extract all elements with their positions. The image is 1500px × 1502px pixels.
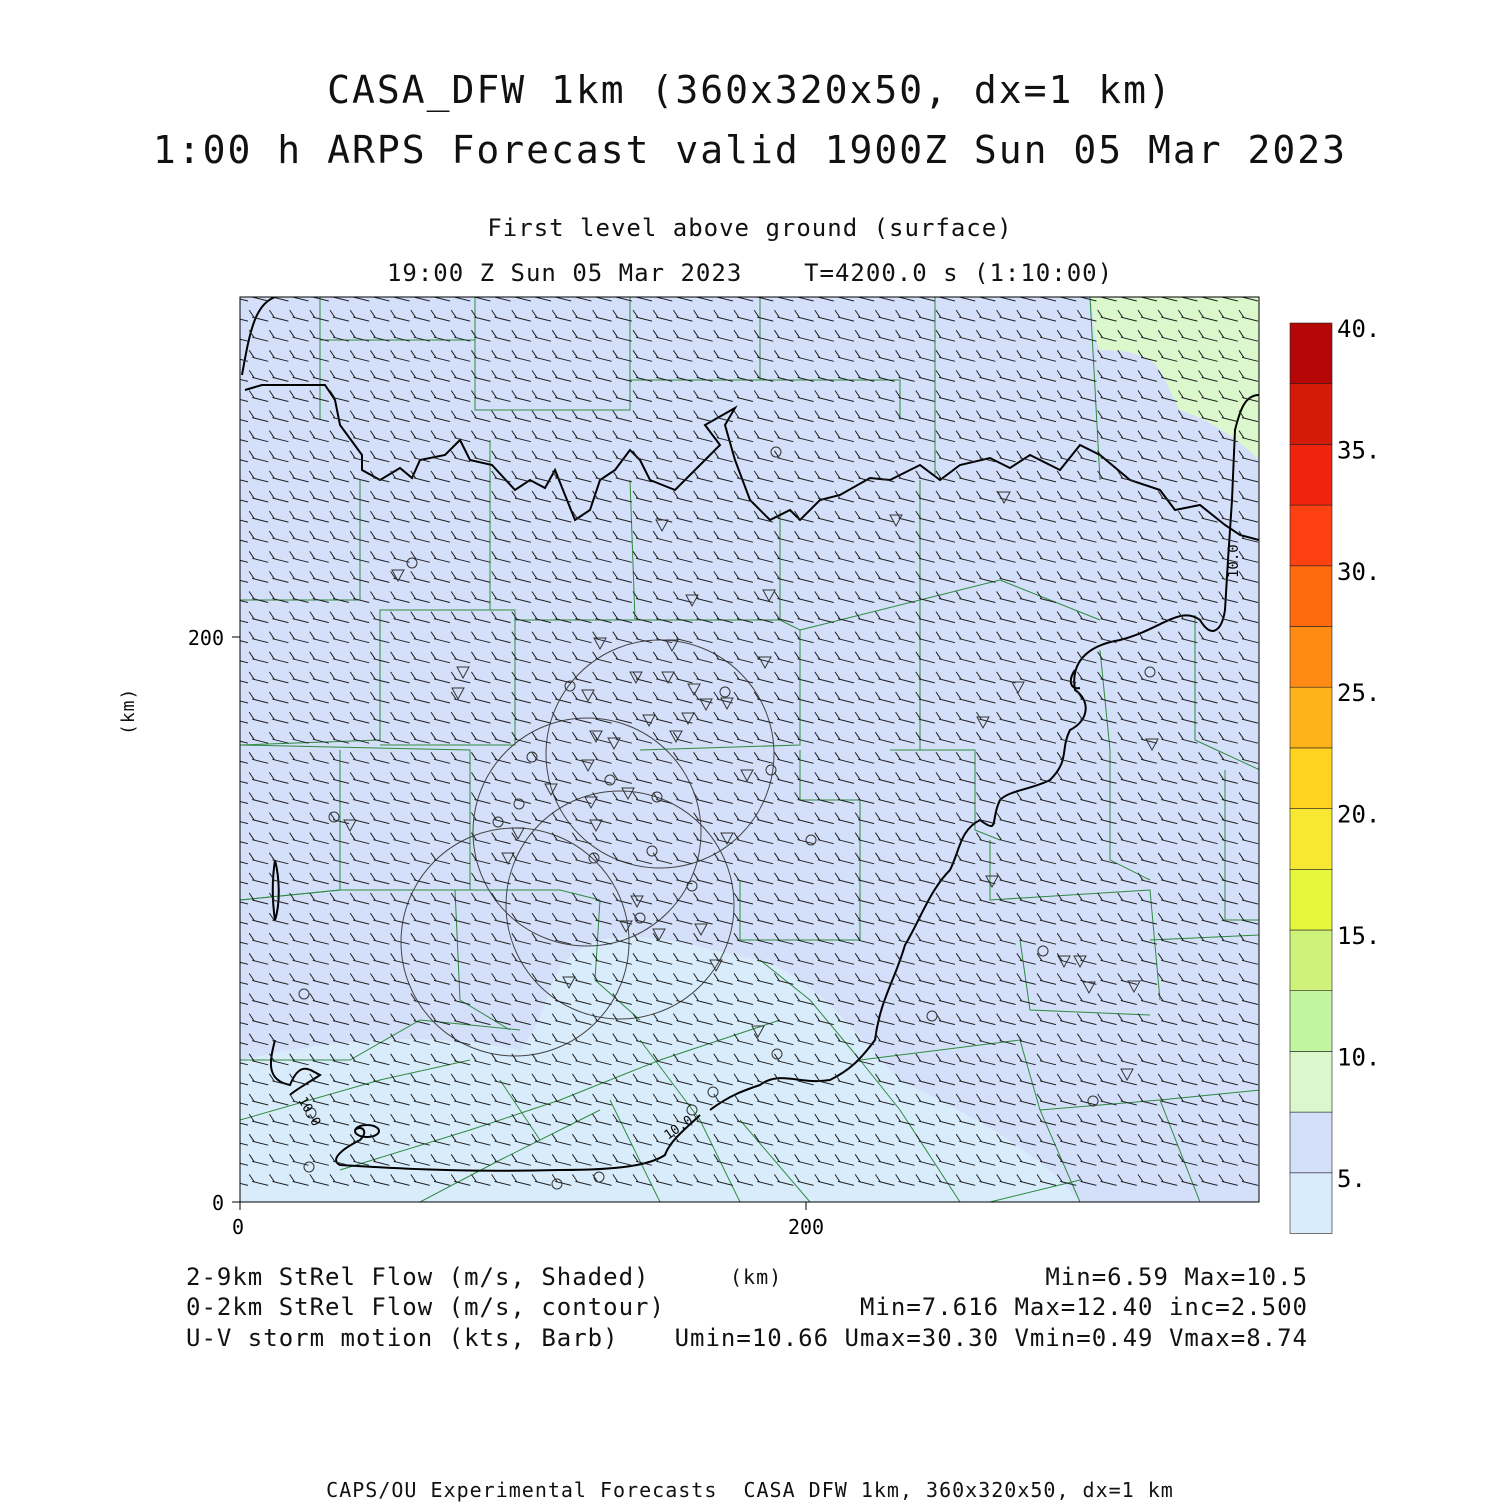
x-tick-label: 200	[787, 1215, 825, 1239]
x-tick-label: 0	[231, 1215, 245, 1239]
colorbar-bin	[1290, 384, 1332, 445]
colorbar-label: 5.	[1337, 1164, 1366, 1193]
level-label: First level above ground (surface)	[487, 214, 1013, 242]
legend-contour-label: 0-2km StRel Flow (m/s, contour)	[186, 1293, 665, 1321]
colorbar-bin	[1290, 991, 1332, 1052]
contour-label: 10.0	[1226, 544, 1242, 578]
y-axis-ticks	[232, 637, 240, 1202]
colorbar-label: 10.	[1337, 1043, 1381, 1072]
colorbar-bin	[1290, 566, 1332, 627]
colorbar-bin	[1290, 930, 1332, 991]
x-axis-ticks	[240, 1202, 806, 1210]
legend-contour-range: Min=7.616 Max=12.40 inc=2.500	[859, 1293, 1308, 1321]
colorbar-label: 30.	[1337, 557, 1381, 586]
legend-shaded-range: Min=6.59 Max=10.5	[1045, 1263, 1308, 1291]
y-tick-label: 0	[211, 1191, 224, 1215]
colorbar-label: 35.	[1337, 436, 1381, 465]
contour-label: 10.0	[661, 1113, 696, 1144]
contour-label: 10.0	[294, 1094, 324, 1130]
colorbar-label: 15.	[1337, 922, 1381, 950]
colorbar-bin	[1290, 444, 1332, 505]
title-line-2: 1:00 h ARPS Forecast valid 1900Z Sun 05 Mar 2023	[152, 128, 1348, 172]
colorbar-label: 25.	[1337, 679, 1381, 708]
colorbar-bin	[1290, 505, 1332, 566]
colorbar	[1290, 315, 1380, 1234]
footer-credit: CAPS/OU Experimental Forecasts CASA DFW 1km, 360x320x50, dx=1 km	[326, 1478, 1174, 1502]
colorbar-bin	[1290, 1051, 1332, 1112]
colorbar-bin	[1290, 627, 1332, 688]
colorbar-label: 20.	[1337, 800, 1381, 829]
legend-barb-range: Umin=10.66 Umax=30.30 Vmin=0.49 Vmax=8.74	[674, 1324, 1308, 1352]
y-axis-label: (km)	[118, 687, 139, 735]
colorbar-bin	[1290, 687, 1332, 748]
colorbar-bin	[1290, 323, 1332, 384]
valid-time-label: 19:00 Z Sun 05 Mar 2023 T=4200.0 s (1:10:00)	[386, 259, 1114, 287]
title-line-1: CASA_DFW 1km (360x320x50, dx=1 km)	[327, 68, 1173, 112]
x-axis-label: (km)	[730, 1265, 783, 1289]
colorbar-bin	[1290, 1173, 1332, 1234]
legend-barb-label: U-V storm motion (kts, Barb)	[186, 1324, 619, 1352]
colorbar-bin	[1290, 869, 1332, 930]
shaded-field	[240, 297, 1259, 1202]
y-tick-label: 200	[187, 626, 224, 650]
colorbar-bin	[1290, 809, 1332, 870]
legend-shaded-label: 2-9km StRel Flow (m/s, Shaded)	[186, 1263, 650, 1291]
colorbar-bin	[1290, 748, 1332, 809]
colorbar-label: 40.	[1337, 315, 1381, 343]
colorbar-bin	[1290, 1112, 1332, 1173]
